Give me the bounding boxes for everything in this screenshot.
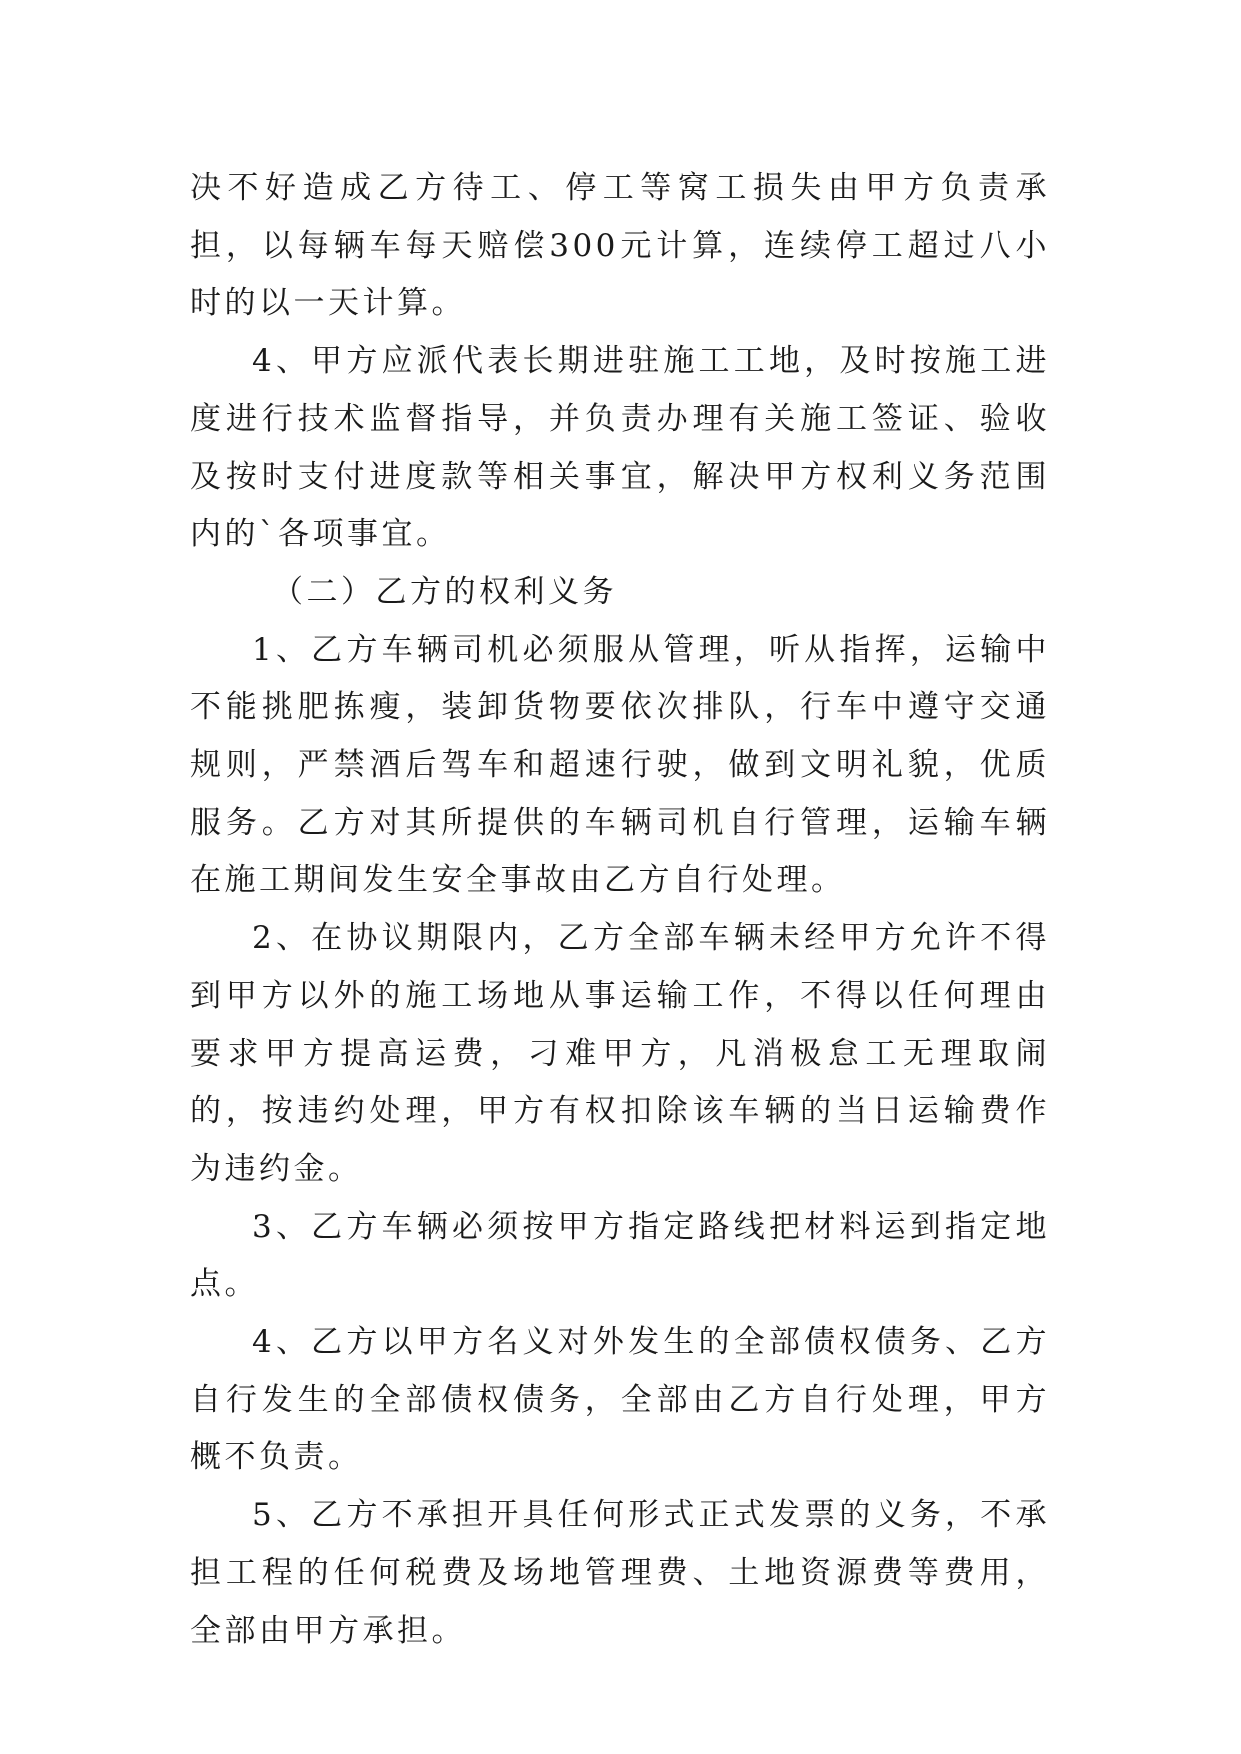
paragraph-item-yi-2: 2、在协议期限内，乙方全部车辆未经甲方允许不得到甲方以外的施工场地从事运输工作，不得以任何理由要求甲方提高运费，刁难甲方，凡消极怠工无理取闹的，按违约处理，甲方有权扣除该车辆的当日运输费作为违约金。 xyxy=(190,920,1050,1187)
document-body xyxy=(190,160,1050,1660)
paragraph-item-yi-3: 3、乙方车辆必须按甲方指定路线把材料运到指定地点。 xyxy=(190,1208,1050,1303)
paragraph-item-jia-4: 4、甲方应派代表长期进驻施工工地，及时按施工进度进行技术监督指导，并负责办理有关施工签证、验收及按时支付进度款等相关事宜，解决甲方权利义务范围内的`各项事宜。 xyxy=(190,343,1050,553)
section-heading-yi: （二）乙方的权利义务 xyxy=(272,573,617,610)
paragraph-continuation: 决不好造成乙方待工、停工等窝工损失由甲方负责承担，以每辆车每天赔偿300元计算，连续停工超过八小时的以一天计算。 xyxy=(190,170,1050,322)
paragraph-item-yi-5: 5、乙方不承担开具任何形式正式发票的义务，不承担工程的任何税费及场地管理费、土地资源费等费用，全部由甲方承担。 xyxy=(190,1497,1050,1649)
paragraph-item-yi-4: 4、乙方以甲方名义对外发生的全部债权债务、乙方自行发生的全部债权债务，全部由乙方自行处理，甲方概不负责。 xyxy=(190,1324,1050,1476)
paragraph-item-yi-1: 1、乙方车辆司机必须服从管理，听从指挥，运输中不能挑肥拣瘦，装卸货物要依次排队，行车中遵守交通规则，严禁酒后驾车和超速行驶，做到文明礼貌，优质服务。乙方对其所提供的车辆司机自行管理，运输车辆在施工期间发生安全事故由乙方自行处理。 xyxy=(190,631,1050,899)
